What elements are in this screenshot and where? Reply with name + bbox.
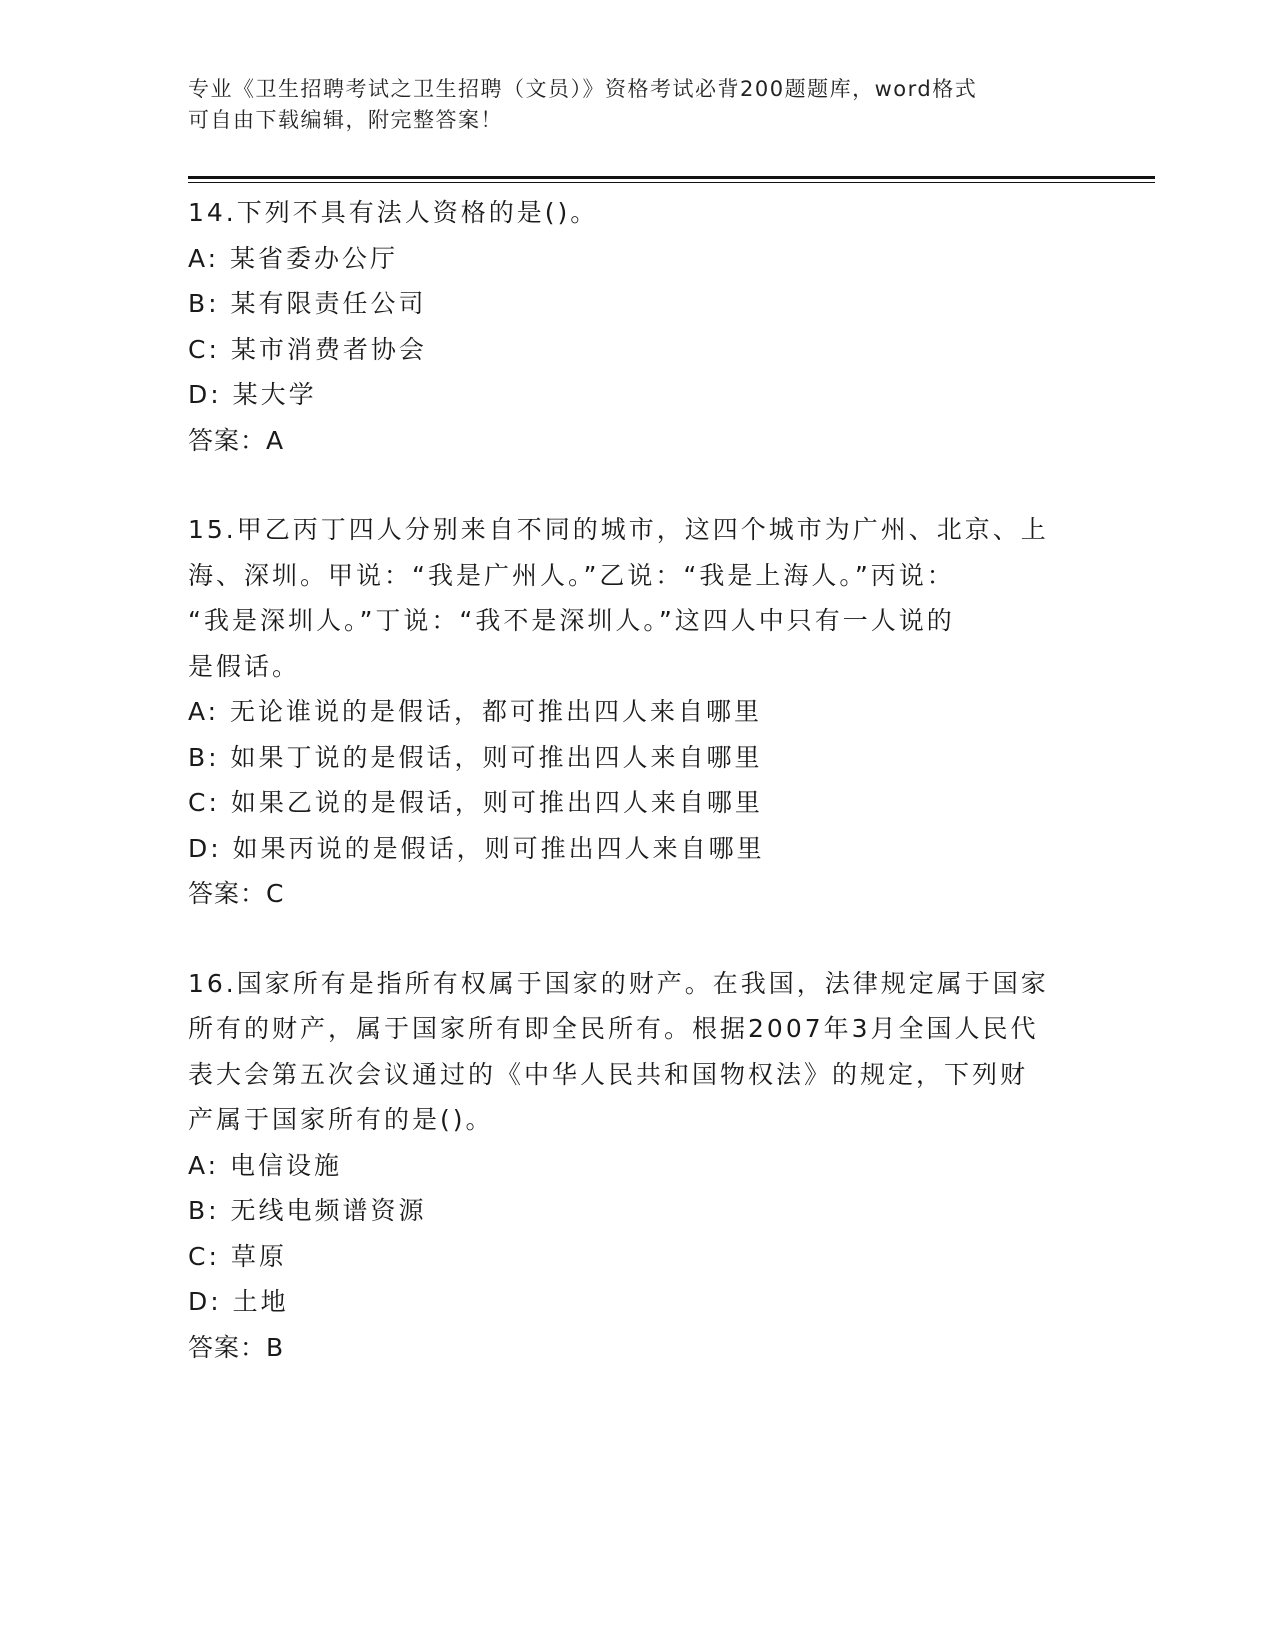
- question-stem-line: 产属于国家所有的是()。: [188, 1105, 494, 1134]
- option-b: B: 如果丁说的是假话，则可推出四人来自哪里: [188, 742, 763, 772]
- option-b: B: 无线电频谱资源: [188, 1196, 427, 1225]
- option-d: D: 土地: [188, 1287, 289, 1316]
- question-stem-line: 16.国家所有是指所有权属于国家的财产。在我国，法律规定属于国家: [188, 968, 1049, 998]
- option-d: D: 如果丙说的是假话，则可推出四人来自哪里: [188, 833, 765, 863]
- option-b: B: 某有限责任公司: [188, 289, 427, 318]
- header-line-1: 专业《卫生招聘考试之卫生招聘（文员）》资格考试必背200题题库，word格式: [188, 77, 978, 101]
- question-15: [188, 507, 1088, 917]
- question-14: [188, 190, 1088, 463]
- option-a: A: 某省委办公厅: [188, 243, 399, 273]
- header-divider-thin: [188, 182, 1155, 183]
- option-c: C: 某市消费者协会: [188, 334, 427, 364]
- header-divider-thick: [188, 176, 1155, 179]
- option-a: A: 无论谁说的是假话，都可推出四人来自哪里: [188, 697, 763, 726]
- answer-line: 答案：C: [188, 879, 285, 908]
- question-stem-line: 是假话。: [188, 651, 301, 681]
- option-c: C: 如果乙说的是假话，则可推出四人来自哪里: [188, 788, 763, 817]
- question-stem-line: 所有的财产，属于国家所有即全民所有。根据2007年3月全国人民代: [188, 1014, 1039, 1043]
- header-line-2: 可自由下载编辑，附完整答案！: [188, 108, 503, 132]
- question-list: [188, 190, 1088, 1370]
- question-stem: 14.下列不具有法人资格的是()。: [188, 198, 599, 227]
- question-stem-line: “我是深圳人。”丁说：“我不是深圳人。”这四人中只有一人说的: [188, 606, 955, 635]
- question-16: [188, 961, 1088, 1371]
- option-c: C: 草原: [188, 1241, 287, 1271]
- question-spacer: [188, 917, 1088, 961]
- answer-line: 答案：A: [188, 425, 285, 455]
- document-header: [188, 74, 1068, 136]
- question-stem-line: 海、深圳。甲说：“我是广州人。”乙说：“我是上海人。”丙说：: [188, 560, 955, 590]
- question-stem-line: 表大会第五次会议通过的《中华人民共和国物权法》的规定，下列财: [188, 1059, 1029, 1089]
- question-spacer: [188, 463, 1088, 507]
- option-a: A: 电信设施: [188, 1150, 343, 1180]
- question-stem-line: 15.甲乙丙丁四人分别来自不同的城市，这四个城市为广州、北京、上: [188, 515, 1049, 544]
- option-d: D: 某大学: [188, 380, 317, 409]
- answer-line: 答案：B: [188, 1332, 285, 1362]
